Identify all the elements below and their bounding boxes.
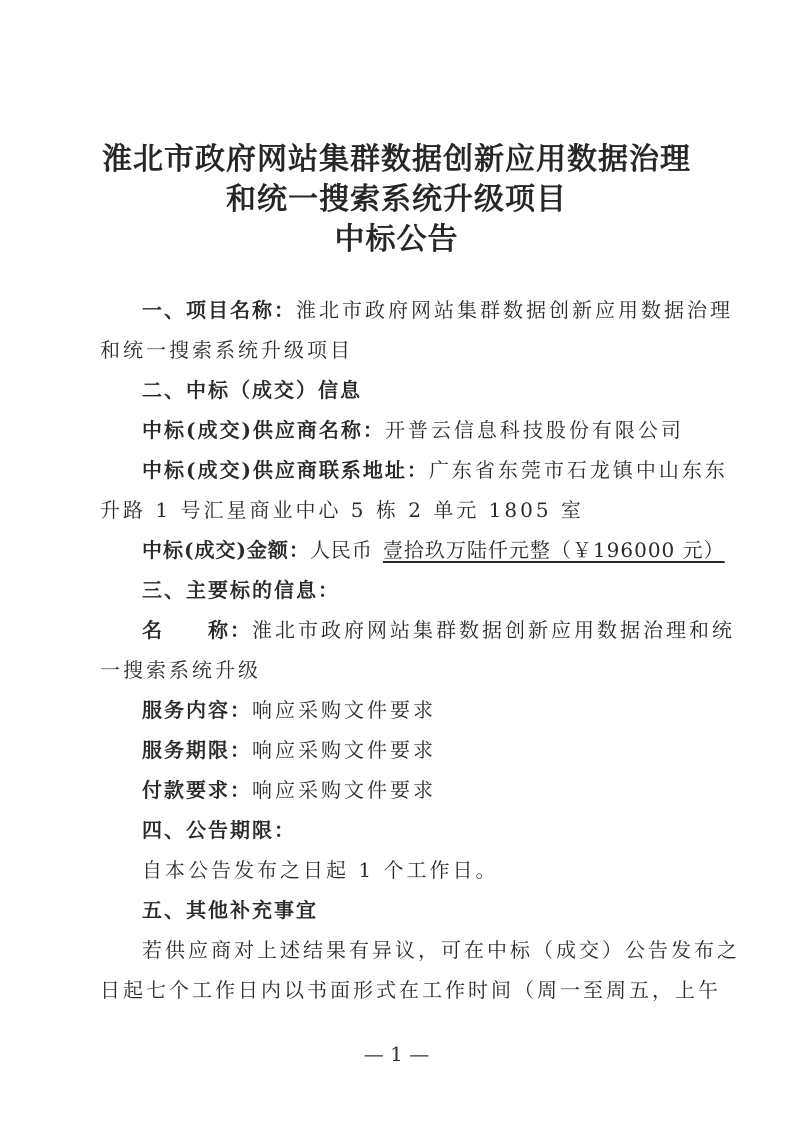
payment-terms-row [142, 774, 436, 803]
payment-terms-label: 付款要求： [142, 778, 252, 802]
award-amount-prefix: 人民币 [309, 538, 373, 562]
notice-period-heading: 四、公告期限： [142, 818, 296, 842]
other-matters-heading: 五、其他补充事宜 [142, 898, 318, 922]
subject-name-value: 淮北市政府网站集群数据创新应用数据治理和统 [252, 618, 735, 642]
service-content-label: 服务内容： [142, 698, 252, 722]
project-name-continuation: 和统一搜索系统升级项目 [100, 338, 353, 362]
doc-title-line-2: 和统一搜索系统升级项目 [226, 182, 567, 217]
award-amount-row [142, 534, 725, 563]
page-number: — 1 — [363, 1042, 430, 1066]
project-name-value: 淮北市政府网站集群数据创新应用数据治理 [296, 298, 733, 322]
supplier-address-row [142, 454, 728, 483]
notice-period-text: 自本公告发布之日起 1 个工作日。 [142, 858, 499, 882]
award-amount-value: 壹拾玖万陆仟元整（￥196000 元） [382, 538, 725, 562]
project-name-heading: 一、项目名称： [142, 298, 296, 322]
award-amount-label: 中标(成交)金额： [142, 538, 310, 562]
main-subject-heading: 三、主要标的信息： [142, 578, 340, 602]
service-period-label: 服务期限： [142, 738, 252, 762]
supplier-address-continuation: 升路 1 号汇星商业中心 5 栋 2 单元 1805 室 [100, 498, 584, 522]
doc-title-line-1: 淮北市政府网站集群数据创新应用数据治理 [102, 142, 691, 177]
service-content-value: 响应采购文件要求 [252, 698, 436, 722]
supplier-name-label: 中标(成交)供应商名称： [142, 418, 385, 442]
service-period-row [142, 734, 436, 763]
subject-name-label: 名 称： [142, 618, 252, 642]
award-info-heading: 二、中标（成交）信息 [142, 378, 362, 402]
supplier-name-row [142, 414, 684, 443]
supplier-name-value: 开普云信息科技股份有限公司 [384, 418, 684, 442]
subject-name-row [142, 614, 735, 643]
doc-title-line-3: 中标公告 [334, 222, 459, 257]
supplier-address-value: 广东省东莞市石龙镇中山东东 [428, 458, 728, 482]
supplier-address-label: 中标(成交)供应商联系地址： [142, 458, 429, 482]
subject-name-continuation: 一搜索系统升级 [100, 658, 261, 682]
payment-terms-value: 响应采购文件要求 [252, 778, 436, 802]
service-content-row [142, 694, 436, 723]
project-name-row [142, 294, 733, 323]
service-period-value: 响应采购文件要求 [252, 738, 436, 762]
other-matters-text-2: 日起七个工作日内以书面形式在工作时间（周一至周五，上午 [100, 978, 721, 1002]
other-matters-text-1: 若供应商对上述结果有异议，可在中标（成交）公告发布之 [142, 938, 740, 962]
